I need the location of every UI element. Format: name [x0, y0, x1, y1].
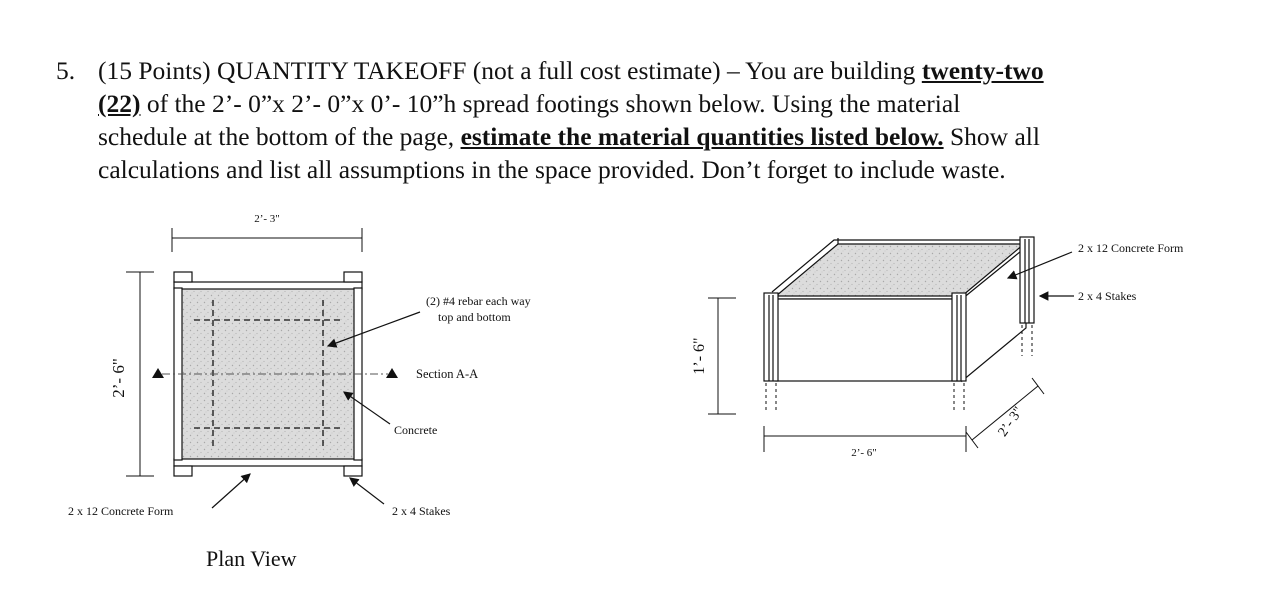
- rebar-label-line2: top and bottom: [438, 310, 511, 324]
- question-line-1-text: (15 Points) QUANTITY TAKEOFF (not a full cost estimate) – You are building: [98, 56, 922, 85]
- iso-depth-label: 2’- 3": [995, 404, 1027, 440]
- section-arrow-right: [386, 368, 398, 378]
- quantity-emphasis: twenty-two: [921, 56, 1044, 85]
- plan-width-label: 2’- 3": [254, 213, 280, 225]
- plan-width-dimension: [172, 228, 362, 252]
- concrete-label: Concrete: [394, 423, 438, 437]
- plan-height-dimension: [126, 272, 154, 476]
- iso-form-label: 2 x 12 Concrete Form: [1078, 241, 1184, 255]
- section-label: Section A-A: [416, 367, 479, 381]
- iso-height-label: 1’- 6": [691, 337, 708, 375]
- iso-height-dimension: [708, 298, 736, 414]
- iso-length-label: 2’- 6": [851, 447, 877, 459]
- question-line-3-text: schedule at the bottom of the page,: [98, 122, 461, 151]
- section-arrow-left: [152, 368, 164, 378]
- iso-stakes-label: 2 x 4 Stakes: [1078, 289, 1137, 303]
- plan-form-label: 2 x 12 Concrete Form: [68, 504, 174, 518]
- isometric-view: [691, 237, 1184, 459]
- plan-height-label: 2’- 6": [109, 358, 128, 398]
- plan-stakes-label: 2 x 4 Stakes: [392, 504, 451, 518]
- plan-stakes-leader: [350, 478, 384, 504]
- quantity-number-emphasis: (22): [98, 89, 141, 118]
- question-line-2-text: of the 2’- 0”x 2’- 0”x 0’- 10”h spread footings shown below. Using the material: [140, 89, 961, 118]
- plan-form-leader: [212, 474, 250, 508]
- task-emphasis: estimate the material quantities listed below.: [460, 122, 944, 151]
- question-line-4: calculations and list all assumptions in the space provided. Don’t forget to include waste.: [98, 155, 1006, 184]
- question-line-3-tail: Show all: [943, 122, 1040, 151]
- question-number: 5.: [56, 56, 76, 85]
- iso-front-form: [776, 299, 962, 381]
- rebar-label-line1: (2) #4 rebar each way: [426, 294, 531, 308]
- plan-view-caption: Plan View: [206, 546, 297, 571]
- plan-view: [68, 213, 531, 571]
